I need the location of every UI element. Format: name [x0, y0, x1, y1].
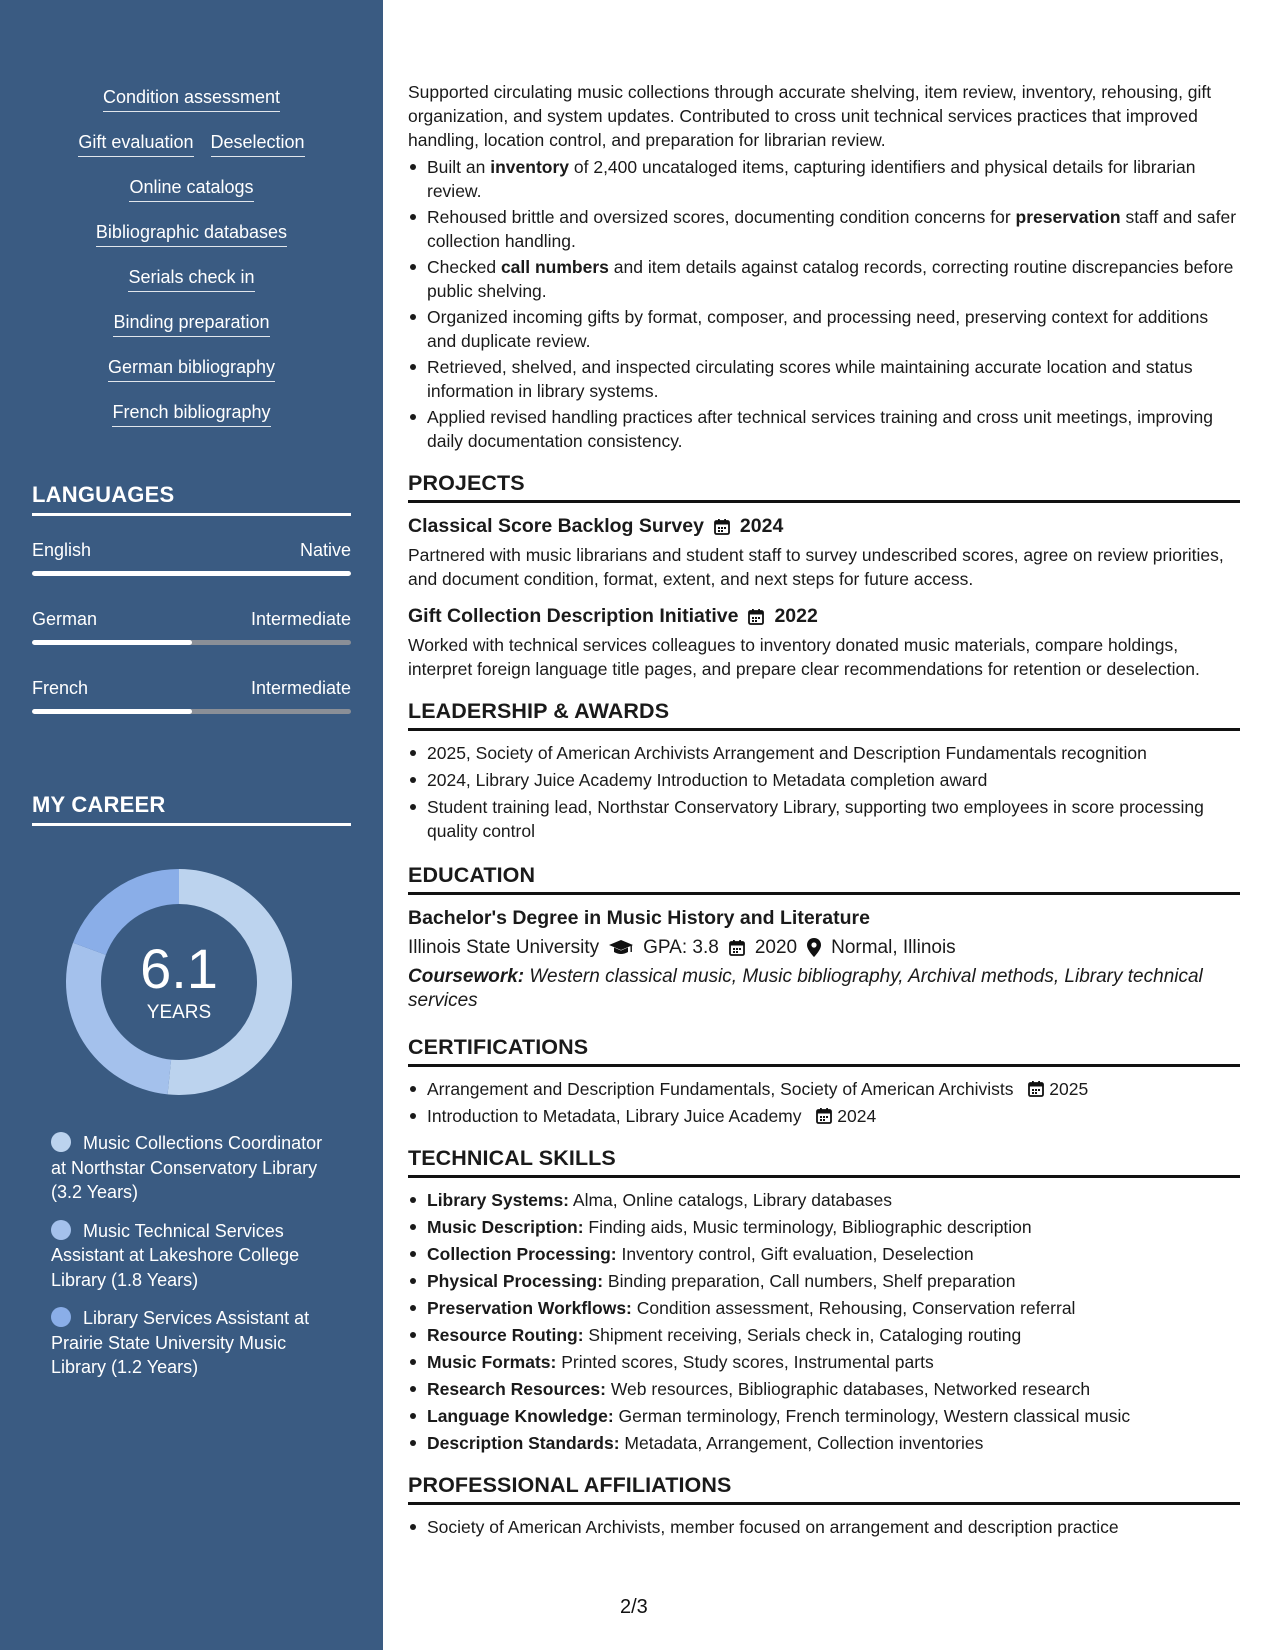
language-proficiency-bar — [32, 709, 351, 714]
language-item-english — [32, 539, 351, 576]
project-year: 2024 — [739, 515, 784, 537]
list-item: Rehoused brittle and oversized scores, documenting condition concerns for preservation staff and safer collection handling. — [408, 205, 1240, 253]
languages-heading: LANGUAGES — [32, 482, 351, 516]
leadership-list — [408, 741, 1240, 843]
language-proficiency-fill — [32, 709, 192, 714]
list-item: Resource Routing: Shipment receiving, Serials check in, Cataloging routing — [408, 1323, 1240, 1347]
skill-tag: French bibliography — [112, 401, 270, 427]
skill-tag: Serials check in — [128, 266, 254, 292]
list-item: Description Standards: Metadata, Arrangement, Collection inventories — [408, 1431, 1240, 1455]
affiliations-heading: PROFESSIONAL AFFILIATIONS — [408, 1473, 1240, 1505]
language-name: French — [32, 678, 89, 698]
skill-row — [0, 86, 383, 131]
career-heading: MY CAREER — [32, 792, 351, 826]
education-details — [408, 934, 1240, 961]
project-description: Worked with technical services colleagues to inventory donated music materials, compare holdings, interpret foreign language title pages, and prepare clear recommendations for retention or deselection. — [408, 635, 1200, 679]
list-item: Music Description: Finding aids, Music terminology, Bibliographic description — [408, 1215, 1240, 1239]
affiliations-list — [408, 1515, 1240, 1539]
language-name: German — [32, 609, 98, 629]
list-item: Retrieved, shelved, and inspected circulating scores while maintaining accurate location and status information in library systems. — [408, 355, 1240, 403]
list-item: Language Knowledge: German terminology, French terminology, Western classical music — [408, 1404, 1240, 1428]
skill-tag: Online catalogs — [129, 176, 253, 202]
calendar-icon — [816, 1107, 832, 1124]
graduation-cap-icon — [609, 939, 633, 957]
list-item: Student training lead, Northstar Conservatory Library, supporting two employees in score processing quality control — [408, 795, 1240, 843]
skill-tag: German bibliography — [108, 356, 275, 382]
skill-row — [0, 221, 383, 266]
project-item — [408, 513, 1240, 591]
skill-tag: Gift evaluation — [78, 131, 193, 157]
career-legend-item — [51, 1219, 341, 1293]
list-item: Organized incoming gifts by format, composer, and processing need, preserving context for additions and duplicate review. — [408, 305, 1240, 353]
certifications-heading: CERTIFICATIONS — [408, 1035, 1240, 1067]
language-proficiency-fill — [32, 640, 192, 645]
list-item: Preservation Workflows: Condition assessment, Rehousing, Conservation referral — [408, 1296, 1240, 1320]
education-location: Normal, Illinois — [831, 937, 956, 958]
certifications-list — [408, 1077, 1240, 1128]
calendar-icon — [1028, 1080, 1044, 1097]
technical-skills-list — [408, 1188, 1240, 1455]
project-year: 2022 — [774, 605, 818, 627]
legend-dot-icon — [51, 1220, 71, 1240]
list-item: Introduction to Metadata, Library Juice Academy 2024 — [408, 1104, 1240, 1128]
language-level: Intermediate — [250, 678, 351, 698]
leadership-heading: LEADERSHIP & AWARDS — [408, 699, 1240, 731]
language-item-french — [32, 677, 351, 714]
legend-dot-icon — [51, 1132, 71, 1152]
language-proficiency-bar — [32, 571, 351, 576]
language-item-german — [32, 608, 351, 645]
skill-row — [0, 356, 383, 401]
skill-tag: Binding preparation — [113, 311, 269, 337]
degree-title: Bachelor's Degree in Music History and Literature — [408, 907, 870, 929]
school-name: Illinois State University — [408, 937, 600, 958]
list-item: Applied revised handling practices after technical services training and cross unit meetings, improving daily documentation consistency. — [408, 405, 1240, 453]
career-legend-item — [51, 1306, 341, 1380]
project-description: Partnered with music librarians and student staff to survey undescribed scores, agree on review priorities, and document condition, format, extent, and next steps for future access. — [408, 545, 1224, 589]
language-level: Native — [299, 540, 351, 560]
project-item — [408, 603, 1240, 681]
calendar-icon — [748, 608, 764, 625]
sidebar — [0, 0, 383, 1650]
career-total-years: 6.1 — [140, 937, 218, 1000]
skill-row — [0, 401, 383, 446]
career-legend-label: Music Collections Coordinator at Northstar Conservatory Library (3.2 Years) — [51, 1133, 323, 1202]
language-level: Intermediate — [250, 609, 351, 629]
skill-row — [0, 311, 383, 356]
list-item: Music Formats: Printed scores, Study scores, Instrumental parts — [408, 1350, 1240, 1374]
main-content — [408, 80, 1240, 1539]
map-pin-icon — [807, 938, 821, 957]
language-proficiency-bar — [32, 640, 351, 645]
technical-skills-heading: TECHNICAL SKILLS — [408, 1146, 1240, 1178]
career-donut-chart — [66, 869, 292, 1095]
career-legend-label: Library Services Assistant at Prairie State University Music Library (1.2 Years) — [51, 1308, 310, 1377]
project-name: Classical Score Backlog Survey — [408, 515, 704, 537]
project-name: Gift Collection Description Initiative — [408, 605, 739, 627]
graduation-year: 2020 — [754, 937, 798, 958]
page-number: 2/3 — [620, 1596, 648, 1618]
legend-dot-icon — [51, 1307, 71, 1327]
career-total-unit: YEARS — [146, 1002, 212, 1023]
experience-bullets — [408, 155, 1240, 453]
language-proficiency-fill — [32, 571, 351, 576]
calendar-icon — [714, 518, 730, 535]
experience-summary: Supported circulating music collections through accurate shelving, item review, inventory, rehousing, gift organization, and system updates. Contributed to cross unit technical services practices that improved handling, location control, and preparation for librarian review. — [408, 82, 1212, 150]
career-legend-item — [51, 1131, 341, 1205]
list-item: Physical Processing: Binding preparation, Call numbers, Shelf preparation — [408, 1269, 1240, 1293]
skill-row — [0, 266, 383, 311]
list-item: Research Resources: Web resources, Bibliographic databases, Networked research — [408, 1377, 1240, 1401]
gpa: GPA: 3.8 — [643, 937, 719, 958]
skills-tag-list — [0, 86, 383, 446]
skill-tag: Condition assessment — [103, 86, 280, 112]
education-heading: EDUCATION — [408, 863, 1240, 895]
list-item: Library Systems: Alma, Online catalogs, Library databases — [408, 1188, 1240, 1212]
skill-row — [0, 131, 383, 176]
career-legend-label: Music Technical Services Assistant at Lakeshore College Library (1.8 Years) — [51, 1220, 300, 1290]
calendar-icon — [729, 939, 745, 956]
list-item: 2025, Society of American Archivists Arrangement and Description Fundamentals recognition — [408, 741, 1240, 765]
projects-heading: PROJECTS — [408, 471, 1240, 503]
list-item: 2024, Library Juice Academy Introduction to Metadata completion award — [408, 768, 1240, 792]
skill-tag: Deselection — [211, 131, 305, 157]
coursework: Coursework: Western classical music, Music bibliography, Archival methods, Library technical services — [408, 966, 1203, 1011]
skill-tag: Bibliographic databases — [96, 221, 287, 247]
skill-row — [0, 176, 383, 221]
career-legend — [51, 1131, 341, 1394]
list-item: Checked call numbers and item details against catalog records, correcting routine discrepancies before public shelving. — [408, 255, 1240, 303]
list-item: Society of American Archivists, member focused on arrangement and description practice — [408, 1515, 1240, 1539]
list-item: Built an inventory of 2,400 uncataloged items, capturing identifiers and physical details for librarian review. — [408, 155, 1240, 203]
list-item: Arrangement and Description Fundamentals, Society of American Archivists 2025 — [408, 1077, 1240, 1101]
list-item: Collection Processing: Inventory control, Gift evaluation, Deselection — [408, 1242, 1240, 1266]
language-name: English — [32, 540, 92, 560]
